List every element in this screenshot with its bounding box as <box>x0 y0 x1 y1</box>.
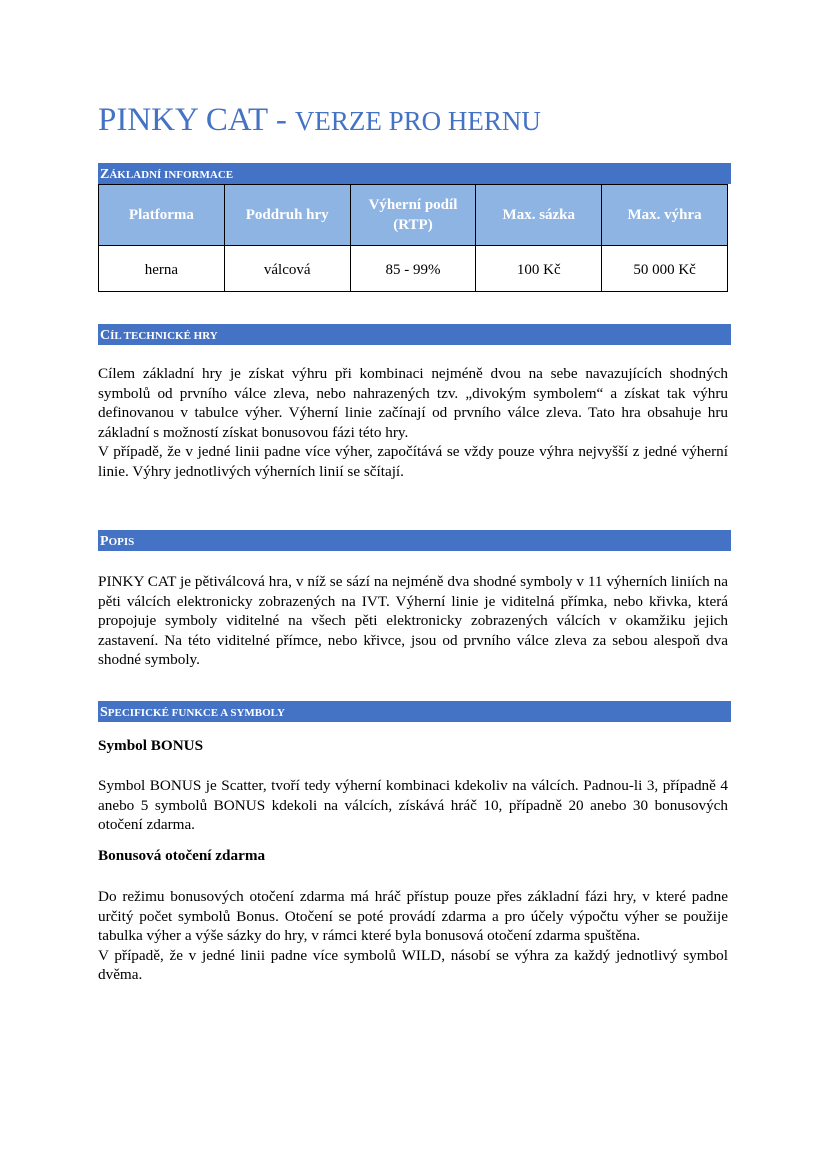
section-heading-basic-info <box>98 163 731 184</box>
goal-paragraph-1: Cílem základní hry je získat výhru při kombinaci nejméně dvou na sebe navazujících shodných symbolů od prvního válce zleva, nebo nahrazených tzv. „divokým symbolem“ a získat tak výhru definovanou v tabulce výher. Výherní linie začínají od prvního válce zleva. Tato hra obsahuje hru základní s možností získat bonusovou fázi této hry. <box>98 365 728 441</box>
cell-rtp: 85 - 99% <box>350 246 476 292</box>
header-platform: Platforma <box>99 185 225 246</box>
description-paragraph: PINKY CAT je pětiválcová hra, v níž se sází na nejméně dva shodné symboly v 11 výherních liniích na pěti válcích elektronicky zobrazených na IVT. Výherní linie je viditelná přímka, nebo křivka, která propojuje symboly viditelné na všech pěti elektronicky zobrazených válcích v okamžiku jejich zastavení. Na této viditelné přímce, nebo křivce, jsou od prvního válce zleva za sebou alespoň dva shodné symboly. <box>98 573 728 669</box>
heading-rest: PECIFICKÉ FUNKCE A SYMBOLY <box>107 707 285 719</box>
bonus-symbol-title: Symbol BONUS <box>98 737 204 754</box>
cell-subtype: válcová <box>224 246 350 292</box>
heading-initial: P <box>100 534 109 549</box>
title-main: PINKY CAT - <box>98 102 287 138</box>
free-spins-paragraph-2: V případě, že v jedné linii padne více symbolů WILD, násobí se výhra za každý jednotlivý symbol dvěma. <box>98 946 728 984</box>
basic-info-table <box>98 184 728 292</box>
heading-rest: OPIS <box>108 536 135 548</box>
description-text <box>98 572 728 670</box>
table-header-row <box>99 185 728 246</box>
free-spins-paragraph-1: Do režimu bonusových otočení zdarma má hráč přístup pouze přes základní fázi hry, v které padne určitý počet symbolů Bonus. Otočení se poté provádí zdarma a pro účely výpočtu výher se použije tabulka výher a výše sázky do hry, v rámci které byla bonusová otočení zdarma spuštěna. <box>98 888 728 945</box>
heading-initial: Z <box>100 167 110 182</box>
heading-rest: ÁKLADNÍ INFORMACE <box>109 169 234 181</box>
header-max-win: Max. výhra <box>602 185 728 246</box>
bonus-paragraph: Symbol BONUS je Scatter, tvoří tedy výherní kombinaci kdekoliv na válcích. Padnou-li 3, případně 4 anebo 5 symbolů BONUS kdekoli na válcích, získává hráč 10, případně 20 anebo 30 bonusových otočení zdarma. <box>98 777 728 834</box>
free-spins-title: Bonusová otočení zdarma <box>98 847 266 864</box>
header-subtype: Poddruh hry <box>224 185 350 246</box>
title-sub: VERZE PRO HERNU <box>294 106 541 136</box>
bonus-symbol-text <box>98 776 728 835</box>
free-spins-text <box>98 887 728 985</box>
heading-rest: ÍL TECHNICKÉ HRY <box>110 330 218 342</box>
heading-initial: C <box>100 328 111 343</box>
section-heading-description <box>98 530 731 551</box>
header-max-bet: Max. sázka <box>476 185 602 246</box>
cell-max-win: 50 000 Kč <box>602 246 728 292</box>
page-title <box>98 103 541 137</box>
table-row <box>99 246 728 292</box>
section-heading-features <box>98 701 731 722</box>
goal-paragraph-2: V případě, že v jedné linii padne více výher, započítává se vždy pouze výhra nejvyšší z jedné výherní linie. Výhry jednotlivých výherních linií se sčítají. <box>98 443 728 480</box>
cell-max-bet: 100 Kč <box>476 246 602 292</box>
goal-text <box>98 364 728 482</box>
heading-initial: S <box>100 705 108 720</box>
cell-platform: herna <box>99 246 225 292</box>
section-heading-goal <box>98 324 731 345</box>
header-rtp: Výherní podíl (RTP) <box>350 185 476 246</box>
